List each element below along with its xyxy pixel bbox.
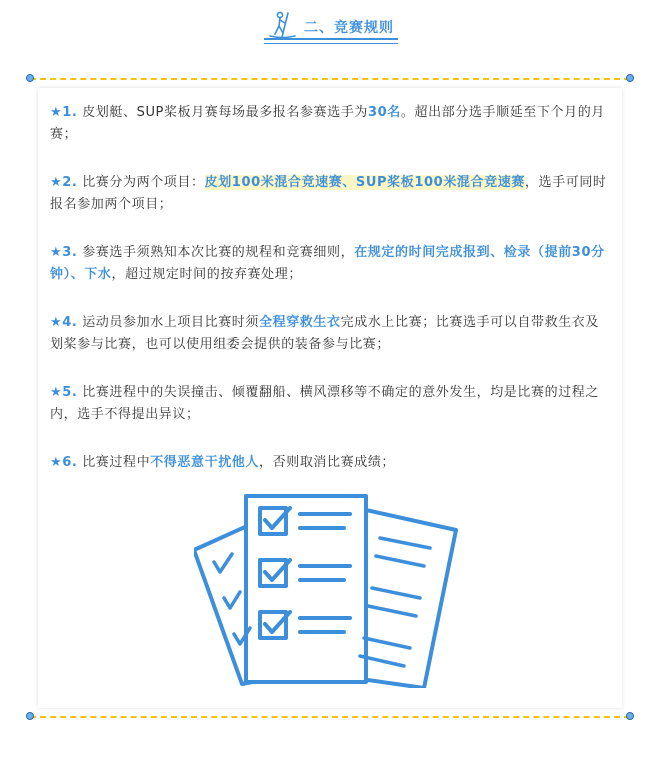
rule-highlight: 在规定的时间完成报到、检录（提前30分钟）、下水 (50, 245, 605, 282)
rule-text: 完成水上比赛；比赛选手可以自带救生衣及划桨参与比赛，也可以使用组委会提供的装备参与比赛； (50, 315, 600, 352)
rules-list (50, 102, 610, 500)
bottom-dashed-divider (30, 716, 630, 718)
rule-number: ★2. (50, 175, 78, 190)
rule-item (50, 452, 610, 474)
dot-bottom-right (626, 712, 634, 720)
rule-item (50, 382, 610, 426)
rule-number: ★1. (50, 105, 78, 120)
section-header (0, 10, 662, 50)
rule-item (50, 102, 610, 146)
rule-text: 参赛选手须熟知本次比赛的规程和竞赛细则， (82, 245, 355, 260)
rule-item (50, 242, 610, 286)
rule-text: 。超出部分选手顺延至下个月的月赛； (50, 105, 605, 142)
rule-text: ，否则取消比赛成绩； (259, 455, 396, 470)
rule-text: 皮划艇、SUP桨板月赛每场最多报名参赛选手为 (82, 105, 368, 120)
paddleboarder-icon (268, 10, 298, 40)
rule-text: 比赛分为两个项目： (82, 175, 205, 190)
rule-highlight: 30名 (368, 105, 401, 120)
dot-bottom-left (26, 712, 34, 720)
rule-item (50, 312, 610, 356)
checklist-documents-icon (194, 488, 464, 692)
rules-card (38, 88, 622, 708)
title-underline (264, 38, 398, 44)
dot-top-right (626, 74, 634, 82)
rule-number: ★4. (50, 315, 78, 330)
rule-number: ★3. (50, 245, 78, 260)
section-header-inner (264, 10, 398, 44)
rule-number: ★6. (50, 455, 78, 470)
rule-highlight: 不得恶意干扰他人 (150, 455, 260, 470)
rule-highlight: 皮划100米混合竞速赛、SUP桨板100米混合竞速赛 (204, 175, 525, 190)
rule-text: 比赛进程中的失误撞击、倾覆翻船、横风漂移等不确定的意外发生，均是比赛的过程之内，选手不得提出异议； (50, 385, 599, 422)
rule-text: 运动员参加水上项目比赛时须 (82, 315, 259, 330)
rule-text: ，选手可同时报名参加两个项目； (50, 175, 607, 212)
rule-text: ，超过规定时间的按弃赛处理； (111, 267, 302, 282)
rule-number: ★5. (50, 385, 78, 400)
section-title: 二、竞赛规则 (304, 20, 394, 36)
rule-text: 比赛过程中 (82, 455, 151, 470)
top-dashed-divider (30, 78, 630, 80)
rule-highlight: 全程穿救生衣 (259, 315, 341, 330)
dot-top-left (26, 74, 34, 82)
rule-item (50, 172, 610, 216)
